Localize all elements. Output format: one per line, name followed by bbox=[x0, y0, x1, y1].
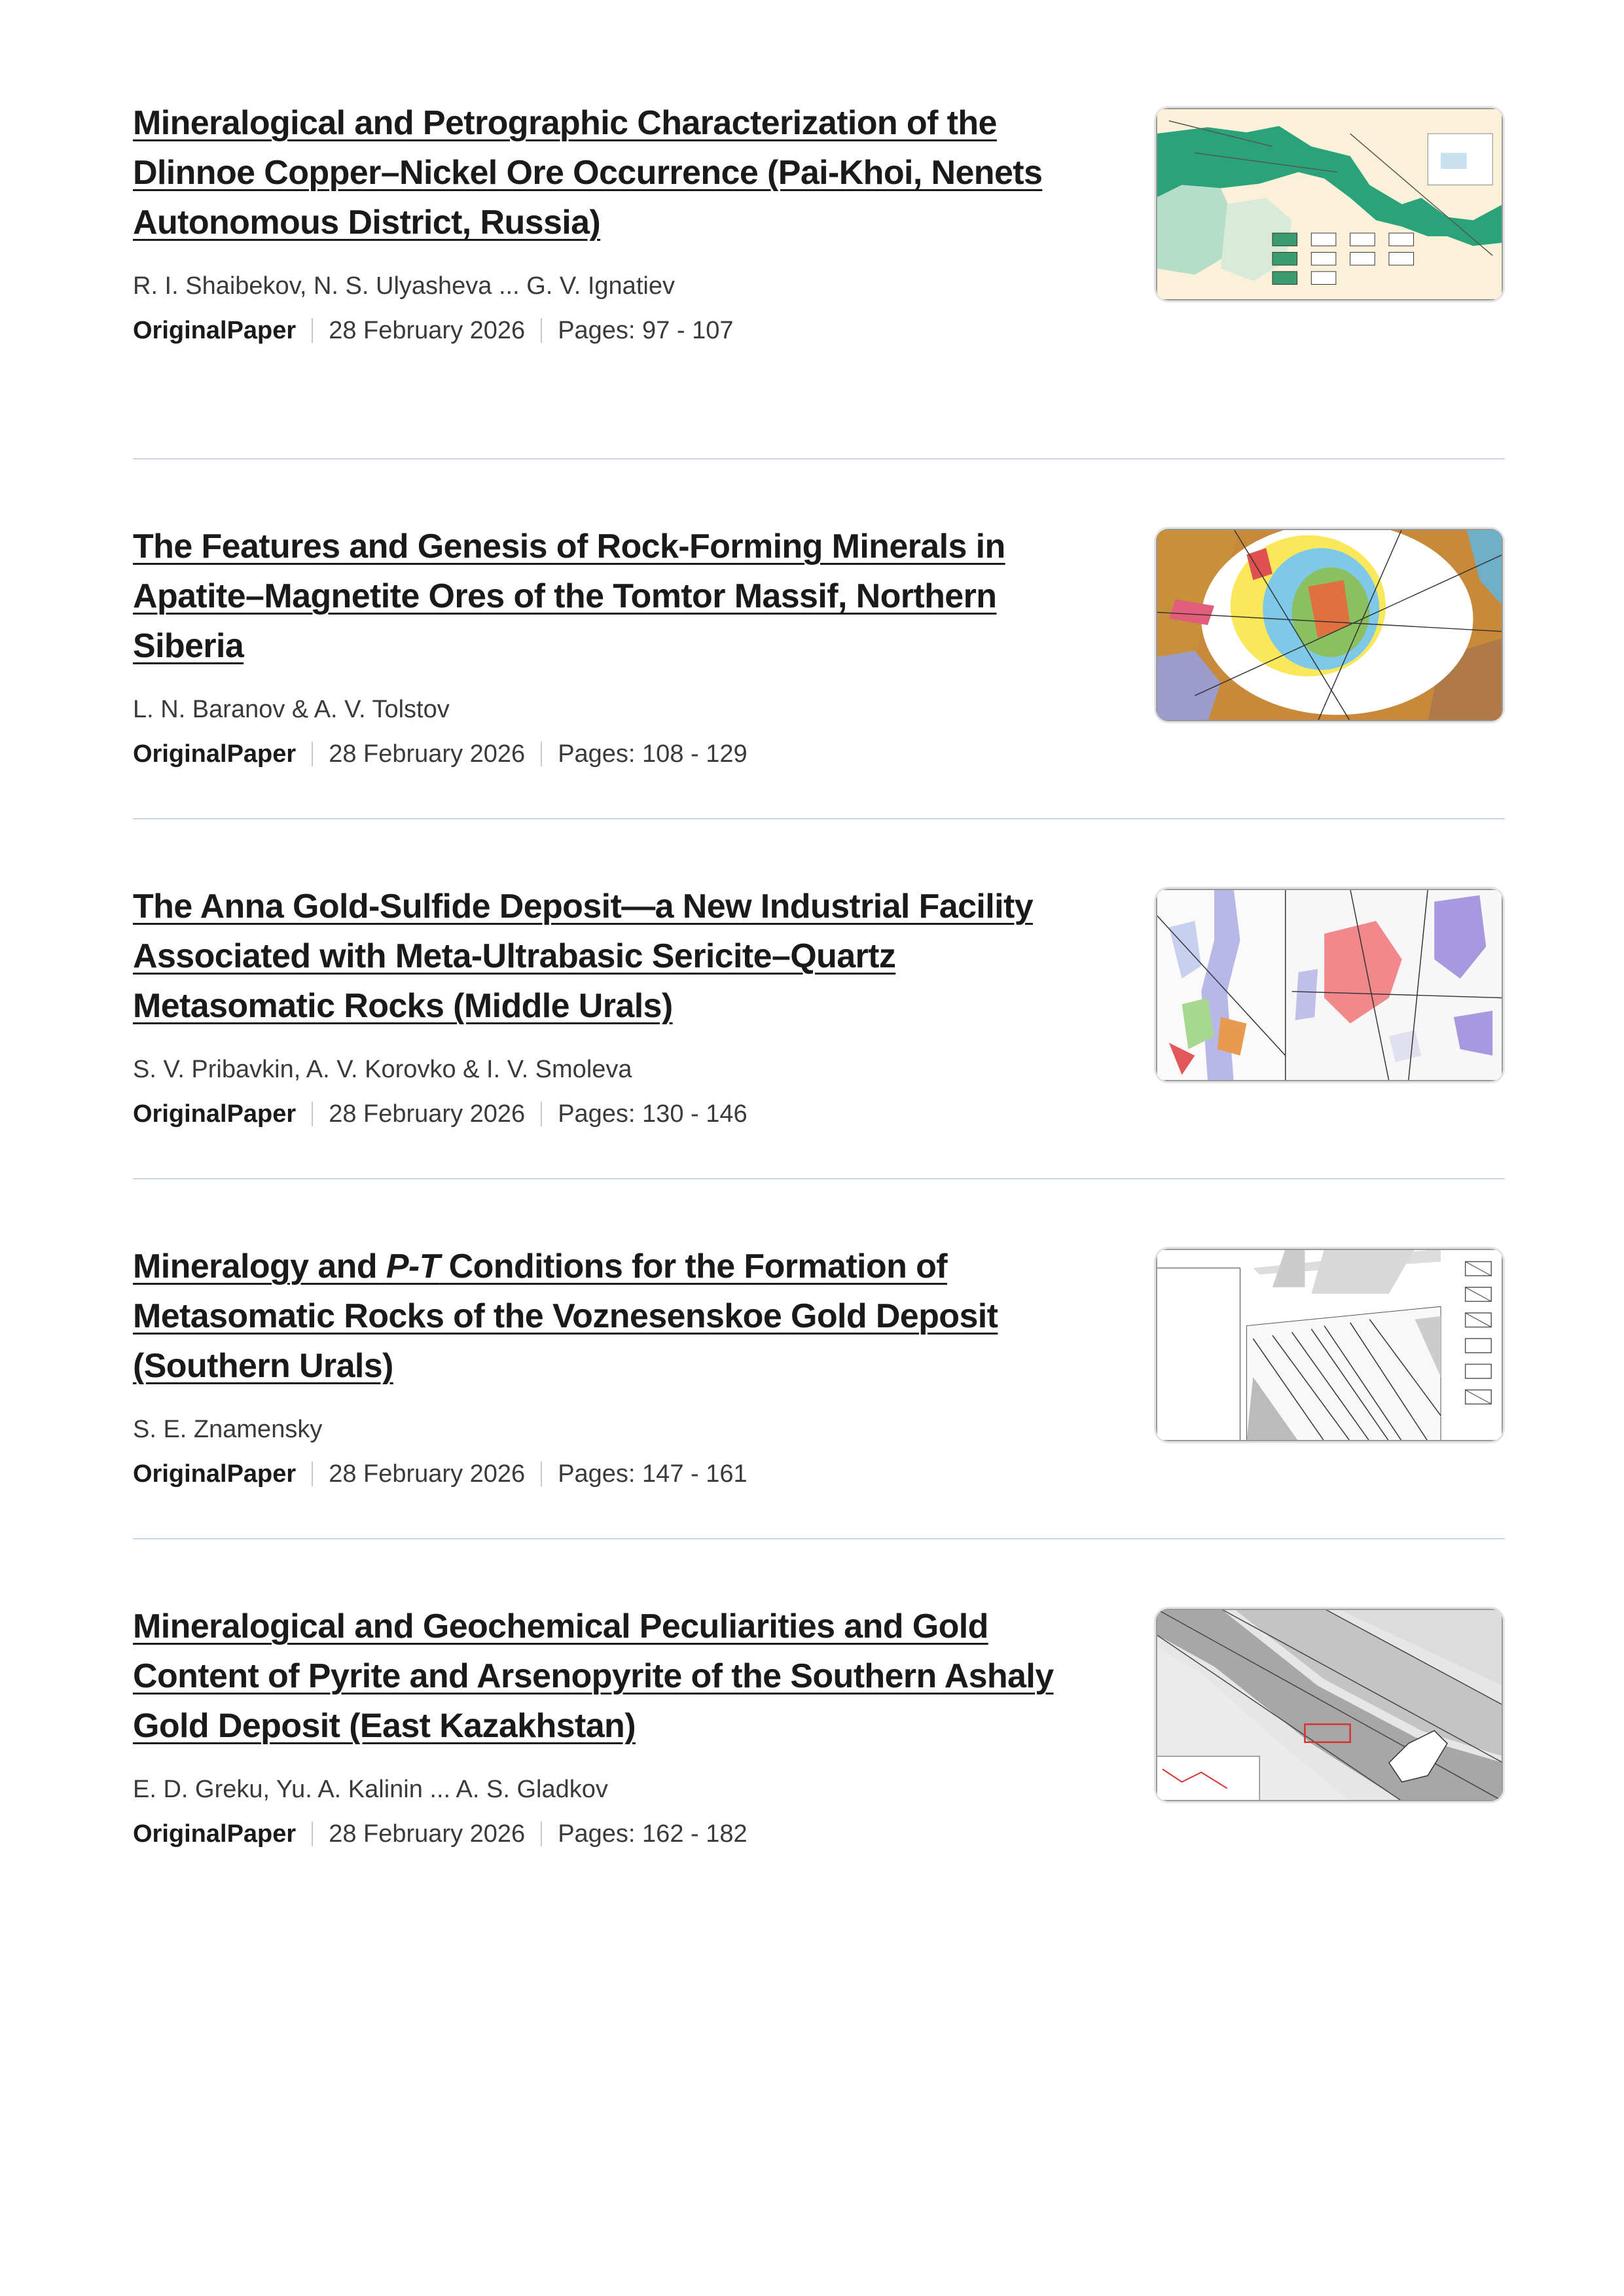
article-title-link[interactable] bbox=[133, 1242, 1102, 1391]
article-item bbox=[133, 818, 1505, 1178]
geological-map-thumbnail[interactable] bbox=[1154, 887, 1505, 1083]
publication-date: 28 February 2026 bbox=[329, 1100, 526, 1128]
title-italic-text: P-T bbox=[386, 1247, 440, 1285]
page-range: Pages: 108 - 129 bbox=[558, 740, 748, 768]
geological-map-thumbnail[interactable] bbox=[1154, 527, 1505, 723]
meta-separator bbox=[312, 318, 313, 343]
meta-separator bbox=[541, 318, 542, 343]
article-meta bbox=[133, 1458, 1102, 1490]
article-type: OriginalPaper bbox=[133, 1460, 297, 1488]
article-item bbox=[133, 1538, 1505, 1898]
title-text: Conditions for the Formation of Metasomatic Rocks of the Voznesenskoe Gold Deposit (Southern Urals) bbox=[133, 1247, 998, 1385]
meta-separator bbox=[312, 1821, 313, 1846]
title-text: Mineralogy and bbox=[133, 1247, 386, 1285]
page-range: Pages: 97 - 107 bbox=[558, 317, 734, 344]
meta-separator bbox=[312, 742, 313, 766]
page-range: Pages: 162 - 182 bbox=[558, 1820, 748, 1848]
article-title-link[interactable]: The Anna Gold-Sulfide Deposit—a New Industrial Facility Associated with Meta-Ultrabasic Sericite–Quartz Metasomatic Rocks (Middle Urals) bbox=[133, 888, 1034, 1025]
meta-separator bbox=[541, 742, 542, 766]
article-meta bbox=[133, 1098, 1102, 1130]
article-authors: S. V. Pribavkin, A. V. Korovko & I. V. Smoleva bbox=[133, 1056, 632, 1083]
article-type: OriginalPaper bbox=[133, 740, 297, 768]
publication-date: 28 February 2026 bbox=[329, 1460, 526, 1488]
article-title-link[interactable]: Mineralogical and Petrographic Characterization of the Dlinnoe Copper–Nickel Ore Occurrence (Pai-Khoi, Nenets Autonomous District, Russia) bbox=[133, 104, 1043, 242]
article-type: OriginalPaper bbox=[133, 317, 297, 344]
meta-separator bbox=[312, 1462, 313, 1486]
article-authors: L. N. Baranov & A. V. Tolstov bbox=[133, 696, 450, 723]
article-authors: E. D. Greku, Yu. A. Kalinin ... A. S. Gladkov bbox=[133, 1776, 608, 1803]
article-body bbox=[133, 882, 1102, 1130]
meta-separator bbox=[312, 1102, 313, 1126]
page-range: Pages: 130 - 146 bbox=[558, 1100, 748, 1128]
article-title-link[interactable]: The Features and Genesis of Rock-Forming Minerals in Apatite–Magnetite Ores of the Tomtor Massif, Northern Siberia bbox=[133, 528, 1005, 665]
article-body bbox=[133, 1242, 1102, 1490]
article-authors: S. E. Znamensky bbox=[133, 1416, 323, 1443]
article-item bbox=[133, 98, 1505, 458]
meta-separator bbox=[541, 1102, 542, 1126]
geological-section-thumbnail[interactable] bbox=[1154, 1247, 1505, 1443]
article-meta bbox=[133, 314, 1102, 347]
geological-map-thumbnail[interactable] bbox=[1154, 106, 1505, 302]
article-item bbox=[133, 1178, 1505, 1538]
meta-separator bbox=[541, 1462, 542, 1486]
article-type: OriginalPaper bbox=[133, 1820, 297, 1848]
geological-map-thumbnail[interactable] bbox=[1154, 1607, 1505, 1803]
article-title-link[interactable]: Mineralogical and Geochemical Peculiarities and Gold Content of Pyrite and Arsenopyrite of the Southern Ashaly Gold Deposit (East Kazakhstan) bbox=[133, 1607, 1054, 1745]
article-meta bbox=[133, 738, 1102, 770]
publication-date: 28 February 2026 bbox=[329, 1820, 526, 1848]
meta-separator bbox=[541, 1821, 542, 1846]
article-meta bbox=[133, 1818, 1102, 1850]
page-range: Pages: 147 - 161 bbox=[558, 1460, 748, 1488]
article-body bbox=[133, 98, 1102, 347]
article-body bbox=[133, 1602, 1102, 1850]
article-type: OriginalPaper bbox=[133, 1100, 297, 1128]
publication-date: 28 February 2026 bbox=[329, 740, 526, 768]
article-body bbox=[133, 522, 1102, 770]
publication-date: 28 February 2026 bbox=[329, 317, 526, 344]
article-authors: R. I. Shaibekov, N. S. Ulyasheva ... G. V. Ignatiev bbox=[133, 272, 675, 300]
article-item bbox=[133, 458, 1505, 818]
article-list bbox=[133, 98, 1505, 1898]
